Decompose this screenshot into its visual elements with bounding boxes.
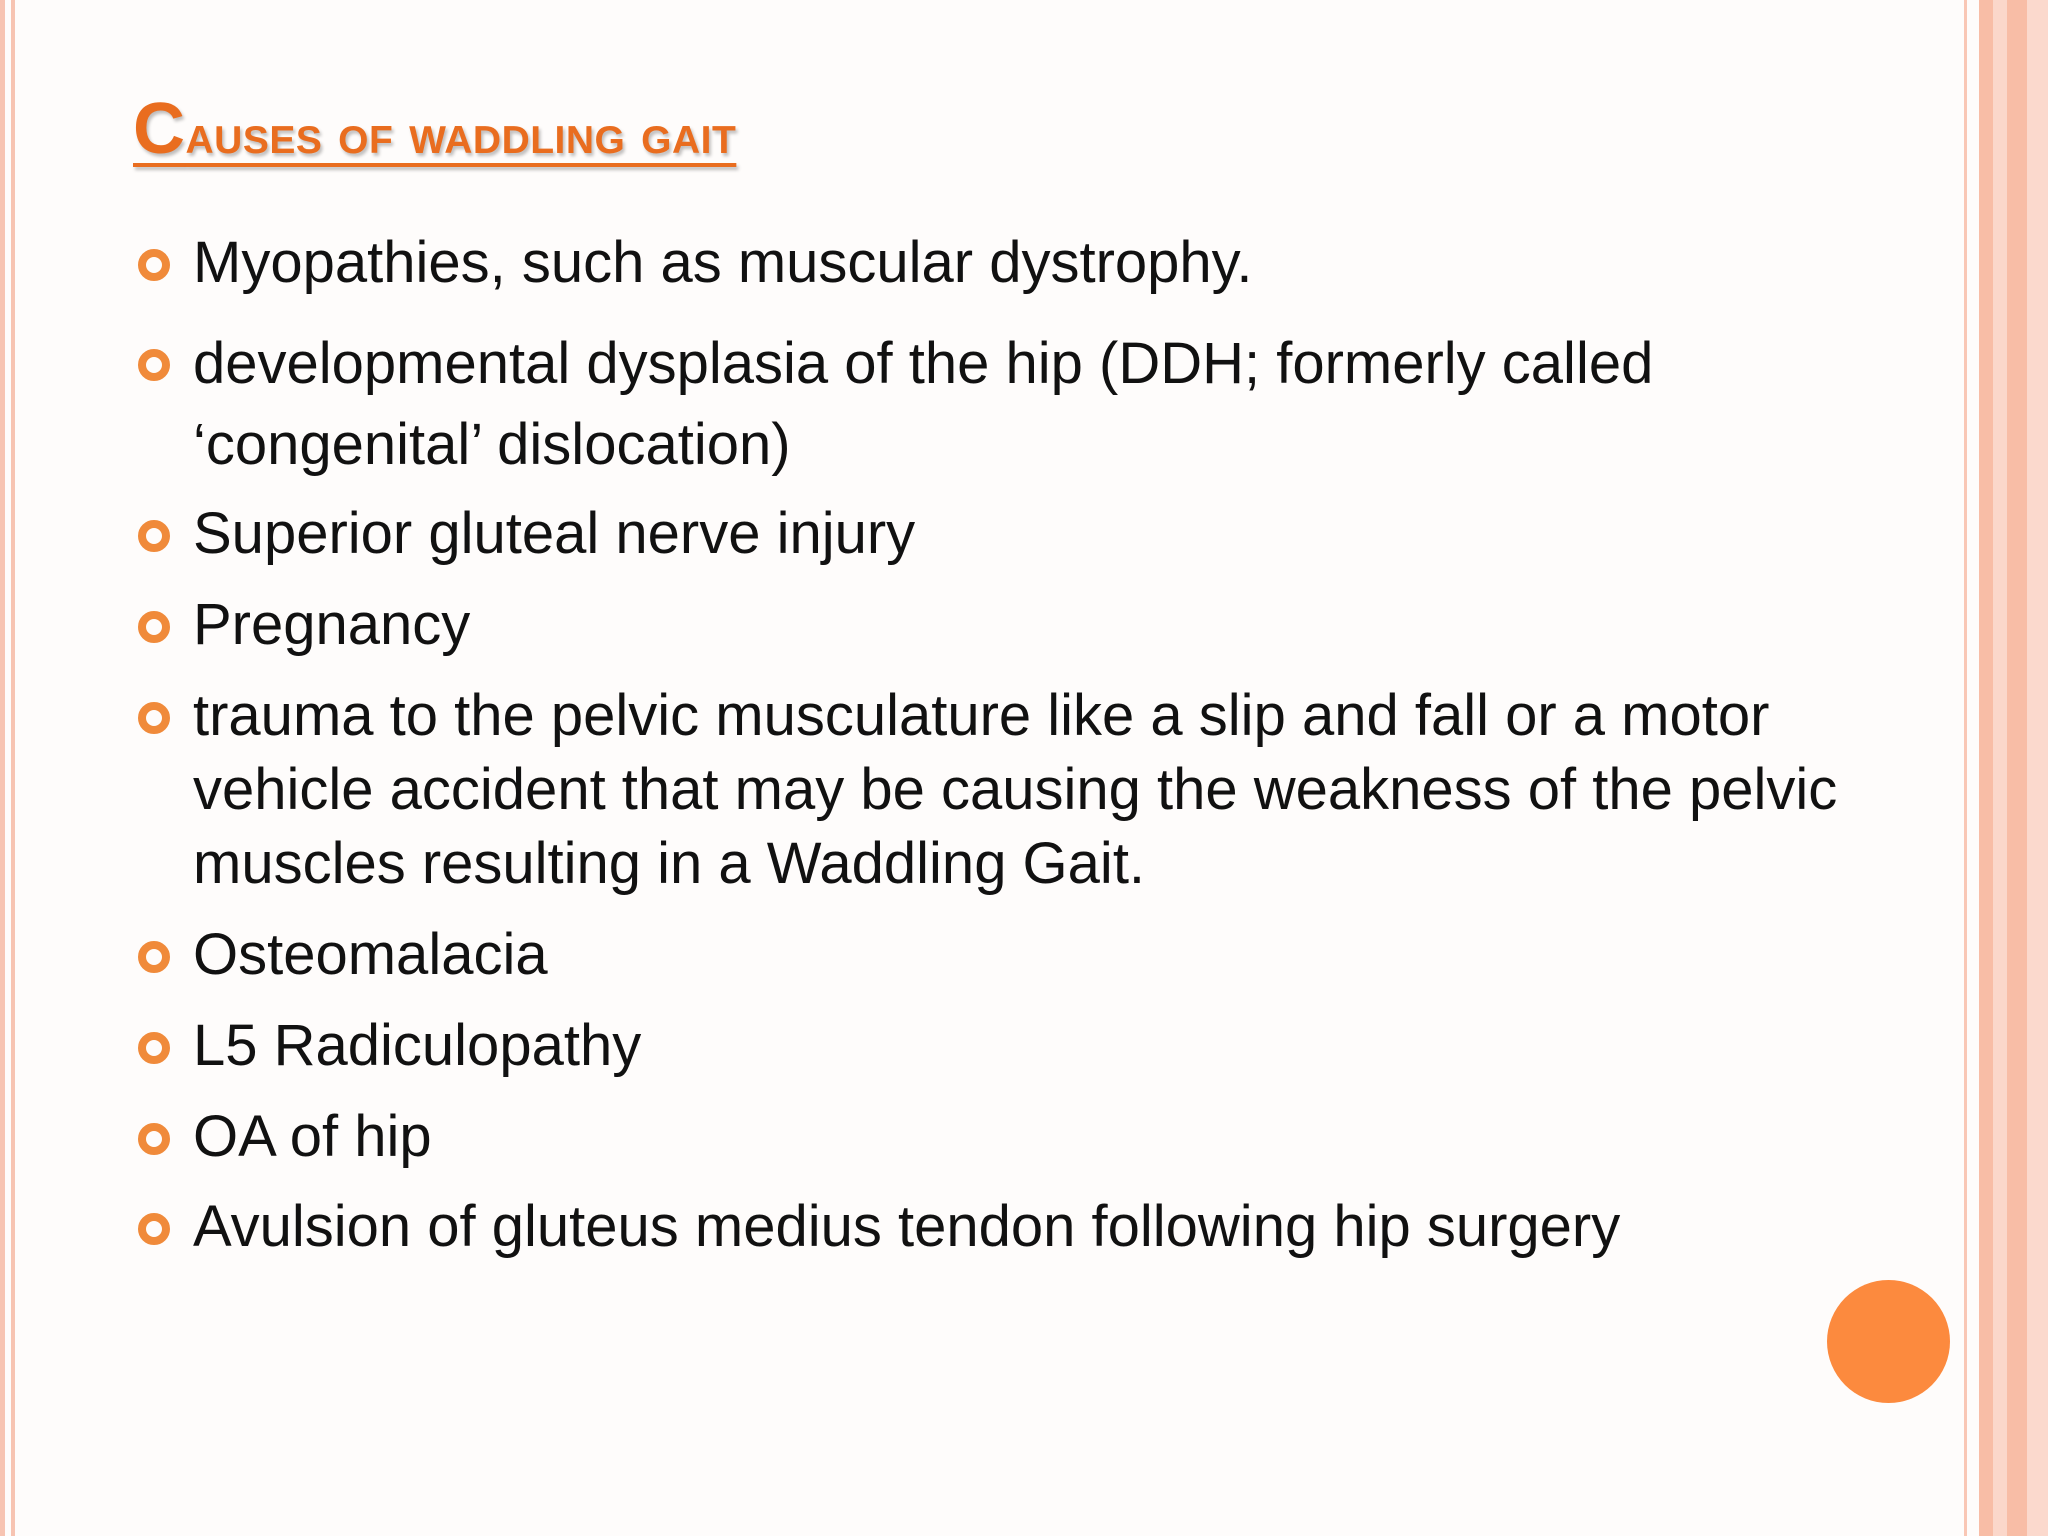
slide-title [133,88,736,170]
bullet-text: Avulsion of gluteus medius tendon following hip surgery [193,1194,1621,1259]
ring-bullet-icon [138,1213,170,1245]
left-border-stripe [0,0,5,1536]
ring-bullet-icon [138,1123,170,1155]
ring-bullet-icon [138,702,170,734]
bullet-item [193,588,470,662]
slide-title-initial: C [133,89,186,169]
bullet-item [193,1100,432,1174]
bullet-item [193,497,915,571]
bullet-item [193,226,1253,300]
bullet-text: Pregnancy [193,592,471,657]
ring-bullet-icon [138,941,170,973]
ring-bullet-icon [138,249,170,281]
slide-title-rest: auses of waddling gait [185,103,737,165]
right-border-band [2007,0,2027,1536]
right-border-band [2027,0,2048,1536]
ring-bullet-icon [138,1032,170,1064]
bullet-text: OA of hip [193,1104,432,1169]
left-border-stripe [11,0,15,1536]
ring-bullet-icon [138,349,170,381]
bullet-item [193,918,548,992]
decorative-circle [1827,1280,1950,1403]
bullet-item [193,1009,641,1083]
right-border-band [1979,0,1993,1536]
bullet-item [193,323,1953,485]
bullet-text: Osteomalacia [193,922,548,987]
bullet-text: Myopathies, such as muscular dystrophy. [193,230,1253,295]
right-border-band [1993,0,2007,1536]
bullet-text: trauma to the pelvic musculature like a slip and fall or a motor vehicle accident that may be causing the weakness of the pelvic muscles resulting in a Waddling Gait. [193,683,1838,896]
ring-bullet-icon [138,520,170,552]
ring-bullet-icon [138,611,170,643]
bullet-text: developmental dysplasia of the hip (DDH; formerly called ‘congenital’ dislocation) [193,331,1654,477]
bullet-text: L5 Radiculopathy [193,1013,642,1078]
bullet-item [193,679,1953,901]
bullet-item [193,1190,1620,1264]
bullet-text: Superior gluteal nerve injury [193,501,916,566]
right-border-line [1964,0,1967,1536]
